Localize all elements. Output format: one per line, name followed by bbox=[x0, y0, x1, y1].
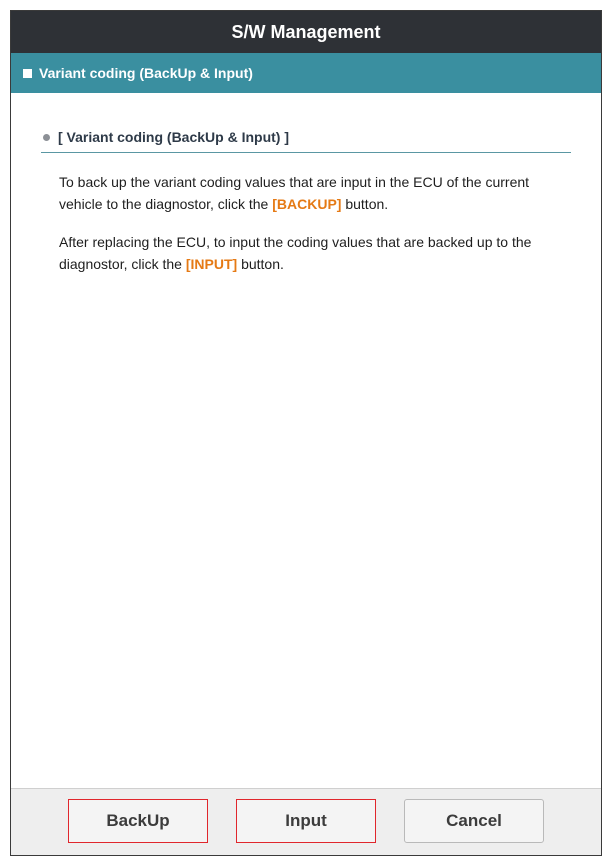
section-title: Variant coding (BackUp & Input) bbox=[39, 65, 253, 81]
input-instruction-text-before: After replacing the ECU, to input the coding values that are backed up to the diagnostor, click the bbox=[59, 234, 532, 272]
input-instruction-text-after: button. bbox=[237, 256, 284, 272]
backup-instruction-text-before: To back up the variant coding values that are input in the ECU of the current vehicle to the diagnostor, click the bbox=[59, 174, 530, 212]
backup-keyword: [BACKUP] bbox=[272, 196, 342, 212]
backup-button[interactable] bbox=[68, 799, 208, 843]
input-button[interactable] bbox=[236, 799, 376, 843]
backup-button-label: BackUp bbox=[106, 811, 170, 830]
window-title-bar bbox=[11, 11, 601, 53]
button-bar bbox=[11, 788, 601, 855]
input-keyword: [INPUT] bbox=[185, 256, 238, 272]
sw-management-window bbox=[10, 10, 602, 856]
cancel-button[interactable] bbox=[404, 799, 544, 843]
input-button-label: Input bbox=[285, 811, 327, 830]
backup-instruction bbox=[59, 171, 559, 215]
window-title: S/W Management bbox=[231, 21, 381, 42]
input-instruction bbox=[59, 231, 559, 275]
sub-heading bbox=[41, 129, 571, 153]
backup-instruction-text-after: button. bbox=[341, 196, 389, 212]
section-header bbox=[11, 53, 601, 93]
square-bullet-icon bbox=[23, 69, 32, 78]
sub-heading-text: [ Variant coding (BackUp & Input) ] bbox=[58, 129, 290, 145]
circle-bullet-icon bbox=[43, 134, 50, 141]
cancel-button-label: Cancel bbox=[446, 811, 502, 830]
content-area bbox=[11, 93, 601, 275]
